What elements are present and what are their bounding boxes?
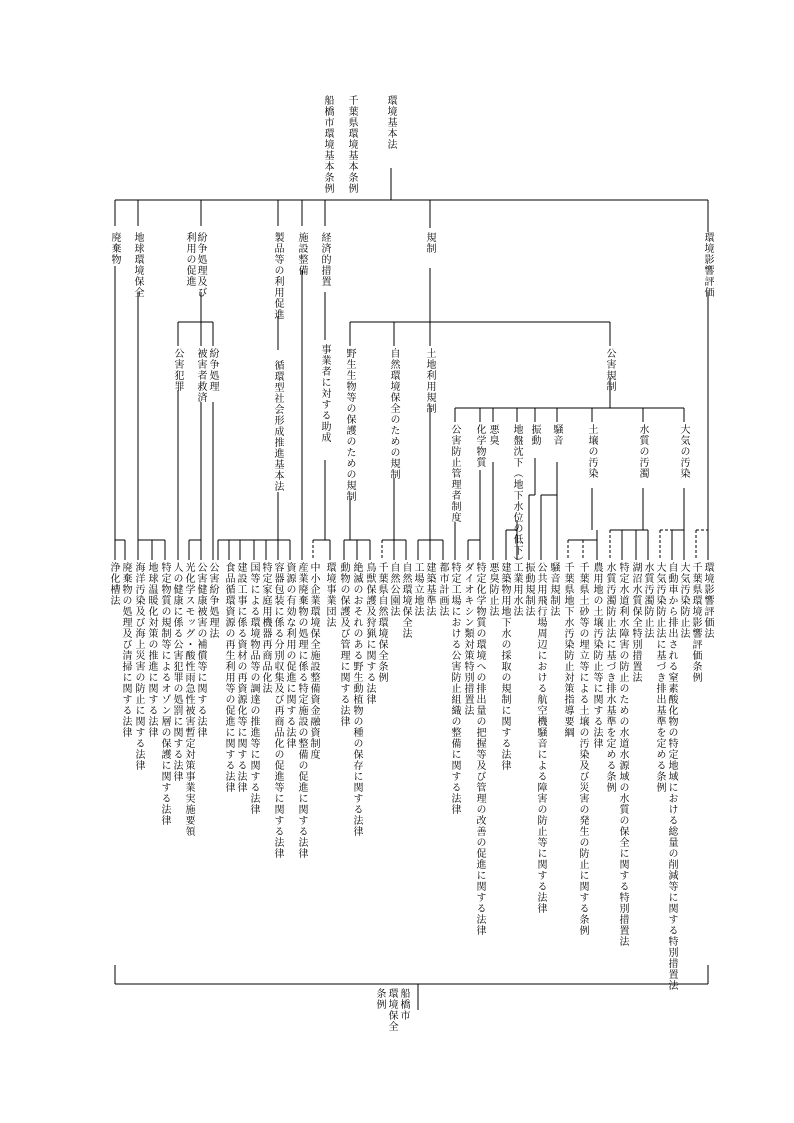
law-container-packaging-act: 容器包装に係る分別収集及び再商品化の促進等に関する法律 [272, 562, 283, 859]
category-environmental-impact-assessment: 環境影響評価 [702, 232, 713, 298]
sub-pollution-manager-system: 公害防止管理者制度 [449, 424, 460, 523]
law-construction-recycling-act: 建設工事に係る資材の再資源化等に関する法律 [235, 562, 246, 793]
sub-water-pollution: 水質の汚濁 [637, 424, 648, 479]
sub-pollution-regulation: 公害規制 [604, 348, 615, 392]
sub-recycling-society-act: 循環型社会形成推進基本法 [272, 360, 283, 492]
law-nature-conservation-act: 自然環境保全法 [400, 562, 411, 639]
law-farmland-soil-act: 農用地の土壌汚染防止等に関する法律 [591, 562, 602, 749]
law-industrial-waste-facility-act: 産業廃棄物の処理に係る特定施設の整備の促進に関する法律 [296, 562, 307, 859]
law-ozone-layer-act: 特定物質の規制等によるオゾン層の保護に関する法律 [159, 562, 170, 826]
sub-land-subsidence: 地盤沈下（地下水位の低下） [511, 424, 522, 567]
law-building-standards-act: 建築基準法 [424, 562, 435, 617]
law-eia-act: 環境影響評価法 [702, 562, 713, 639]
law-dioxin-act: ダイオキシン類対策特別措置法 [462, 562, 473, 716]
law-city-planning-act: 都市計画法 [437, 562, 448, 617]
law-vibration-act: 振動規制法 [523, 562, 534, 617]
law-chiba-groundwater-guideline: 千葉県地下水汚染防止対策指導要綱 [562, 562, 573, 738]
law-funabashi-conservation-ordinance-line1: 船橋市 [398, 988, 409, 1021]
law-water-pollution-act: 水質汚濁防止法 [642, 562, 653, 639]
law-pollution-crime-act: 人の健康に係る公害犯罪の処罰に関する法律 [171, 562, 182, 782]
sub-pollution-crime: 公害犯罪 [172, 348, 183, 392]
law-factory-location-act: 工場立地法 [412, 562, 423, 617]
category-facility-development: 施設整備 [296, 232, 307, 276]
law-prtr-act: 特定化学物質の環境への排出量の把握等及び管理の改善の促進に関する法律 [474, 562, 485, 936]
law-lake-water-act: 湖沼水質保全特別措置法 [630, 562, 641, 683]
law-funabashi-conservation-ordinance-line2: 環境保全 [386, 988, 397, 1032]
law-pollution-dispute-act: 公害紛争処理法 [207, 562, 218, 639]
law-wildlife-hunting-act: 鳥獣保護及狩猟に関する法律 [364, 562, 375, 705]
category-economic-measures: 経済的措置 [319, 232, 330, 287]
category-dispute-processing: 紛争処理及び利用の促進 [184, 232, 206, 298]
law-chiba-nature-ordinance: 千葉県自然環境保全条例 [376, 562, 387, 683]
category-regulation: 規制 [424, 232, 435, 254]
sub-victim-relief: 被害者救済 [195, 348, 206, 403]
sub-land-use-regulation: 土地利用規制 [424, 348, 435, 414]
sub-odor: 悪臭 [487, 424, 498, 446]
law-waste-management-act: 廃棄物の処理及び清掃に関する法律 [120, 562, 131, 738]
law-endangered-species-act: 絶滅のおそれのある野生動植物の種の保存に関する法律 [351, 562, 362, 837]
sub-air-pollution: 大気の汚染 [678, 424, 689, 479]
law-health-damage-compensation-act: 公害健康被害の補償等に関する法律 [195, 562, 206, 738]
law-building-groundwater-act: 建築物用地下水の採取の規制に関する法律 [499, 562, 510, 771]
law-funabashi-conservation-ordinance-line3: 条例 [374, 988, 385, 1010]
law-septic-tank-act: 浄化槽法 [108, 562, 119, 606]
law-chiba-landfill-ordinance: 千葉県土砂等の埋立等による土壌の汚染及び災害の発生の防止に関する条例 [577, 562, 588, 936]
law-resource-utilization-act: 資源の有効な利用の促進に関する法律 [284, 562, 295, 749]
law-kankyo-kihonho: 環境基本法 [385, 95, 396, 150]
law-pollution-control-org-act: 特定工場における公害防止組織の整備に関する法律 [449, 562, 460, 815]
law-food-recycling-act: 食品循環資源の再生利用等の促進に関する法律 [223, 562, 234, 793]
law-marine-pollution-act: 海洋汚染及び海上災害の防止に関する法律 [133, 562, 144, 771]
law-environment-corporation-act: 環境事業団法 [324, 562, 335, 628]
law-funabashi-kankyo-kihon-jorei: 船橋市環境基本条例 [322, 95, 333, 194]
law-industrial-water-act: 工業用水法 [511, 562, 522, 617]
law-chiba-kankyo-kihon-jorei: 千葉県環境基本条例 [346, 95, 357, 194]
law-natural-parks-act: 自然公園法 [388, 562, 399, 617]
category-product-use-promotion: 製品等の利用促進 [272, 232, 283, 320]
law-chiba-eia-ordinance: 千葉県環境影響評価条例 [690, 562, 701, 683]
sub-noise: 騒音 [551, 424, 562, 446]
law-global-warming-act: 地球温暖化対策の推進に関する法律 [146, 562, 157, 738]
sub-dispute-resolution: 紛争処理 [207, 348, 218, 392]
law-sme-loan-system: 中小企業環境保全施設整備資金融資制度 [308, 562, 319, 760]
category-waste: 廃棄物 [109, 232, 120, 265]
sub-soil-pollution: 土壌の汚染 [586, 424, 597, 479]
category-global-environment: 地球環境保全 [132, 232, 143, 298]
law-aircraft-noise-act: 公共用飛行場周辺における航空機騒音による障害の防止等に関する法律 [535, 562, 546, 914]
law-nox-special-act: 自動車から排出される窒素酸化物の特定地域における総量の削減等に関する特別措置法 [666, 562, 677, 991]
sub-wildlife-protection: 野生生物等の保護のための規制 [344, 348, 355, 502]
law-photochemical-smog-guideline: 光化学スモッグ・酸性雨急性被害暫定対策事業実施要領 [183, 562, 194, 837]
law-air-emission-ordinance: 大気汚染防止法に基づき排出基準を定める条例 [654, 562, 665, 793]
law-air-pollution-act: 大気汚染防止法 [678, 562, 689, 639]
sub-nature-conservation: 自然環境保全のための規制 [388, 348, 399, 480]
sub-business-subsidy: 事業者に対する助成 [319, 344, 330, 443]
sub-vibration: 振動 [529, 424, 540, 446]
law-odor-act: 悪臭防止法 [487, 562, 498, 617]
sub-chemicals: 化学物質 [474, 424, 485, 468]
law-water-source-act: 特定水道利水障害の防止のための水道水源域の水質の保全に関する特別措置法 [617, 562, 628, 947]
law-animal-protection-act: 動物の保護及び管理に関する法律 [338, 562, 349, 727]
law-home-appliance-recycling-act: 特定家庭用機器再商品化法 [260, 562, 271, 694]
law-noise-act: 騒音規制法 [548, 562, 559, 617]
law-water-effluent-ordinance: 水質汚濁防止法に基づき排水基準を定める条例 [604, 562, 615, 793]
law-green-procurement-act: 国等による環境物品等の調達の推進等に関する法律 [248, 562, 259, 815]
